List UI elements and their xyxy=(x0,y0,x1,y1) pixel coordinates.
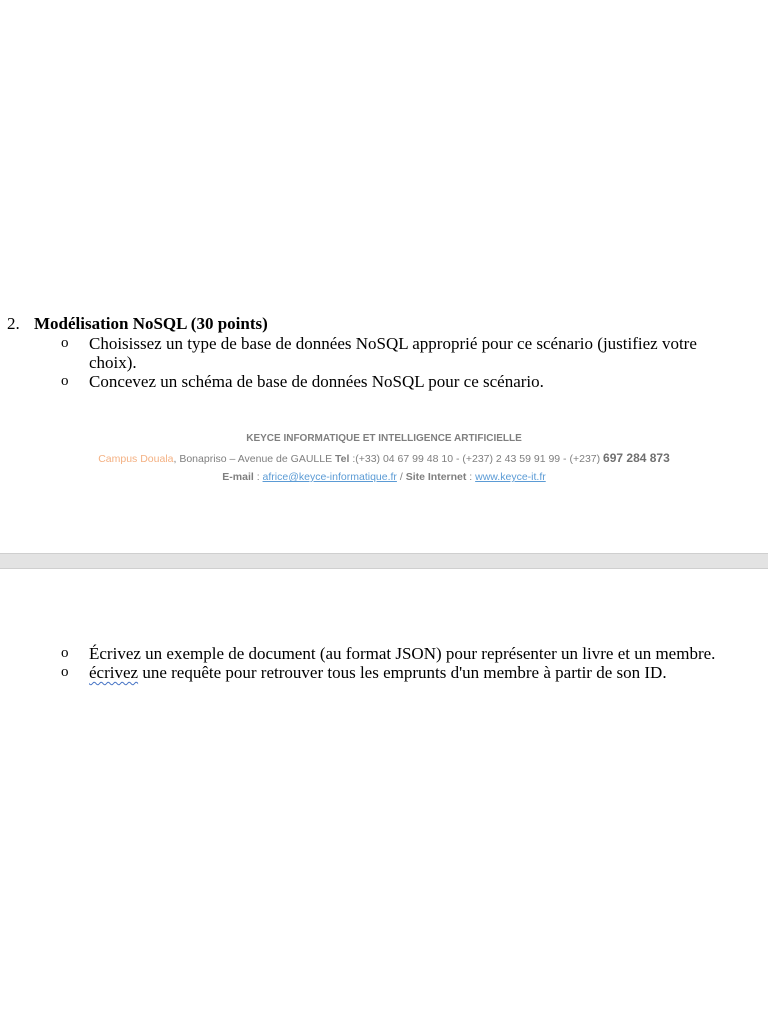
footer-campus: Campus Douala xyxy=(98,453,174,465)
page-footer xyxy=(0,431,768,488)
footer-site-sep: / xyxy=(396,471,406,483)
list-item-text: Concevez un schéma de base de données NoSQL pour ce scénario. xyxy=(89,372,544,391)
footer-address-line xyxy=(0,450,768,469)
list-item-text: Écrivez un exemple de document (au format JSON) pour représenter un livre et un membre. xyxy=(89,644,716,663)
section-heading xyxy=(7,314,747,333)
bullet-marker: o xyxy=(61,335,69,351)
section-number: 2. xyxy=(7,314,20,333)
bullet-list-page1 xyxy=(0,334,768,391)
footer-site-colon: : xyxy=(466,471,476,483)
bullet-marker: o xyxy=(61,373,69,389)
footer-company: KEYCE INFORMATIQUE ET INTELLIGENCE ARTIFICIELLE xyxy=(246,433,522,444)
list-item xyxy=(0,372,768,391)
list-item-text: une requête pour retrouver tous les emprunts d'un membre à partir de son ID. xyxy=(138,663,667,682)
footer-phone-big: 697 284 873 xyxy=(603,451,670,465)
footer-email-label: E-mail xyxy=(222,471,254,483)
section-title: Modélisation NoSQL (30 points) xyxy=(34,314,268,333)
footer-site-label: Site Internet xyxy=(405,471,467,483)
bullet-list-page2 xyxy=(0,644,768,682)
spellcheck-word[interactable]: écrivez xyxy=(89,663,139,682)
bullet-marker: o xyxy=(61,645,69,661)
list-item xyxy=(0,334,768,372)
footer-email-link[interactable]: africe@keyce-informatique.fr xyxy=(262,471,397,483)
footer-address: , Bonapriso – Avenue de GAULLE xyxy=(173,453,335,465)
footer-phones: :(+33) 04 67 99 48 10 - (+237) 2 43 59 91 99 - (+237) xyxy=(349,453,604,465)
list-item xyxy=(0,663,768,682)
footer-email-sep: : xyxy=(253,471,263,483)
list-item-text: Choisissez un type de base de données NoSQL approprié pour ce scénario (justifiez votre choix). xyxy=(89,334,697,372)
list-item xyxy=(0,644,768,663)
footer-tel-label: Tel xyxy=(335,453,350,465)
page-break xyxy=(0,553,768,569)
bullet-marker: o xyxy=(61,664,69,680)
footer-site-link[interactable]: www.keyce-it.fr xyxy=(475,471,546,483)
footer-contact-line xyxy=(0,469,768,488)
